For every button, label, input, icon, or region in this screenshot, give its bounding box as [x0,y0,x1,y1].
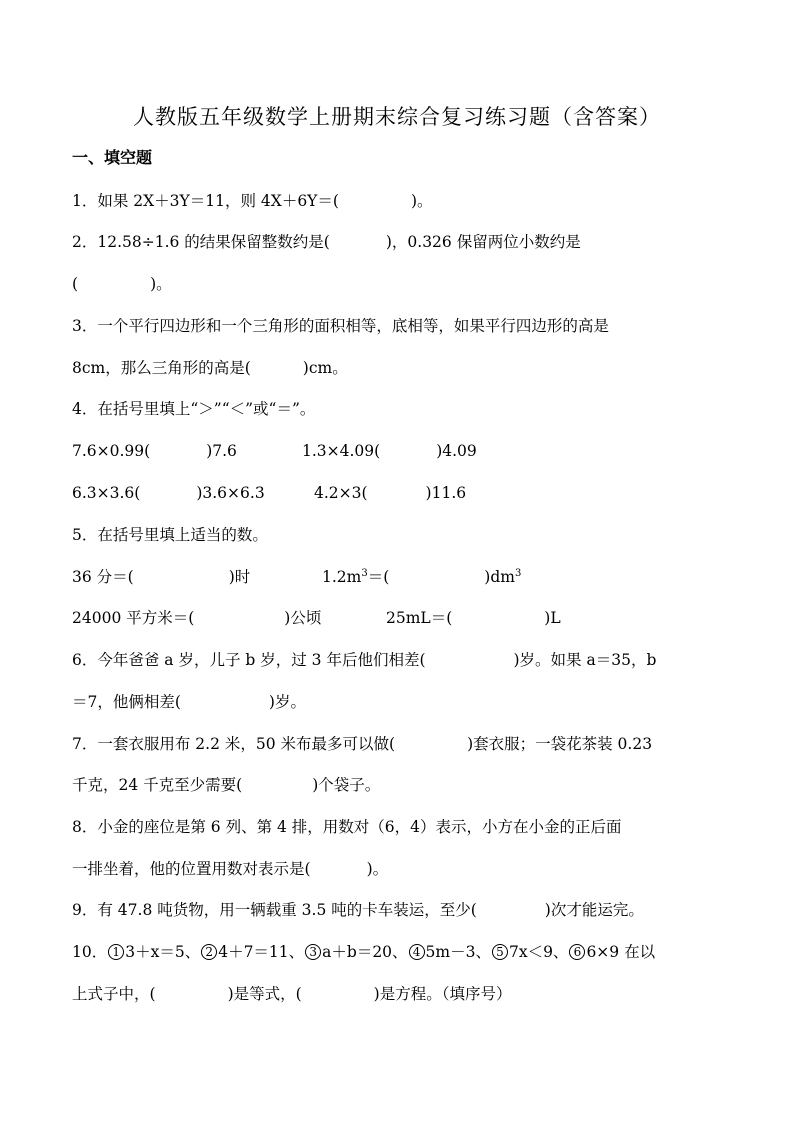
q10-expr: 3＋x＝5、 [125,943,201,961]
question-9 [72,898,722,922]
question-2-cont [72,272,722,296]
q10-expr: 4＋7＝11、 [218,943,305,961]
q10-text: 上式子中，( [72,985,156,1003]
q9-text: 9．有 47.8 吨货物，用一辆载重 3.5 吨的卡车装运，至少( [72,901,477,919]
q7-text-end: )个袋子。 [312,776,381,794]
q4-expr: )7.6 [206,442,237,460]
superscript-3: 3 [514,567,522,579]
q8-text-cont: 一排坐着，他的位置用数对表示是( [72,860,311,878]
q4-expr: 1.3×4.09( [302,442,381,460]
page-title: 人教版五年级数学上册期末综合复习练习题（含答案） [133,105,661,129]
q7-text: 7．一套衣服用布 2.2 米，50 米布最多可以做( [72,735,396,753]
question-10-cont [72,982,722,1006]
question-2 [72,230,722,254]
q4-text: 4．在括号里填上“＞”“＜”或“＝”。 [72,400,316,418]
q10-text-end: )是方程。（填序号） [373,985,512,1003]
q4-expr: )4.09 [436,442,477,460]
circled-number: 3 [305,944,321,960]
question-5-row-2 [72,606,722,630]
question-4 [72,397,722,421]
circled-number: 5 [492,944,508,960]
q3-text-end: )cm。 [302,359,348,377]
q6-text-cont: ＝7，他俩相差( [72,693,181,711]
question-1 [72,189,722,213]
q2-text: 2．12.58÷1.6 的结果保留整数约是( [72,233,330,251]
q10-expr: 6×9 在以 [586,943,656,961]
q8-text: 8．小金的座位是第 6 列、第 4 排，用数对（6，4）表示，小方在小金的正后面 [72,818,622,836]
q5-expr: 1.2m [322,568,362,586]
q1-text: 1．如果 2X＋3Y＝11，则 4X＋6Y＝( [72,192,339,210]
q10-text-mid: )是等式，( [227,985,302,1003]
circled-number: 4 [409,944,425,960]
q6-text-mid: )岁。如果 a＝35，b [513,651,657,669]
question-5 [72,523,722,547]
circled-number: 1 [108,944,124,960]
q5-expr: )时 [228,568,251,586]
q8-text-end: )。 [366,860,389,878]
q5-expr: 36 分＝( [72,568,134,586]
q5-text: 5．在括号里填上适当的数。 [72,526,268,544]
question-8-cont [72,857,722,881]
superscript-3: 3 [361,567,368,579]
q4-expr: )11.6 [425,484,467,502]
question-6-cont [72,690,722,714]
question-3 [72,314,722,338]
q7-text-mid: )套衣服；一袋花茶装 0.23 [467,735,653,753]
q5-expr: ＝( [367,568,390,586]
q2-close: )。 [150,275,172,293]
q10-number: 10． [72,943,108,961]
q5-expr: )L [544,609,561,627]
q4-expr: 4.2×3( [314,484,368,502]
circled-number: 2 [201,944,217,960]
q6-text-end: )岁。 [268,693,306,711]
question-7 [72,732,722,756]
q5-expr: )公顷 [284,609,322,627]
question-8 [72,815,722,839]
q4-expr: )3.6×6.3 [196,484,265,502]
q3-text: 3．一个平行四边形和一个三角形的面积相等，底相等，如果平行四边形的高是 [72,317,609,335]
q3-text-cont: 8cm，那么三角形的高是( [72,359,251,377]
section-heading: 一、填空题 [72,148,153,167]
q5-expr: 25mL＝( [386,609,453,627]
q10-expr: 7x＜9、 [508,943,569,961]
question-5-row-1 [72,565,722,589]
q7-text-cont: 千克，24 千克至少需要( [72,776,243,794]
q4-expr: 6.3×3.6( [72,484,141,502]
q4-expr: 7.6×0.99( [72,442,151,460]
q6-text: 6．今年爸爸 a 岁，儿子 b 岁，过 3 年后他们相差( [72,651,426,669]
question-10 [72,940,722,964]
q2-text-mid: )，0.326 保留两位小数约是 [385,233,581,251]
q2-open: ( [72,275,79,293]
q10-expr: a＋b＝20、 [322,943,408,961]
q1-text-end: )。 [410,192,433,210]
question-4-row-1 [72,439,722,463]
q5-expr: 24000 平方米＝( [72,609,195,627]
q10-expr: 5m－3、 [425,943,491,961]
question-6 [72,648,722,672]
circled-number: 6 [569,944,585,960]
question-4-row-2 [72,481,722,505]
q5-expr: )dm [484,568,515,586]
q9-text-end: )次才能运完。 [544,901,644,919]
question-3-cont [72,356,722,380]
question-7-cont [72,773,722,797]
